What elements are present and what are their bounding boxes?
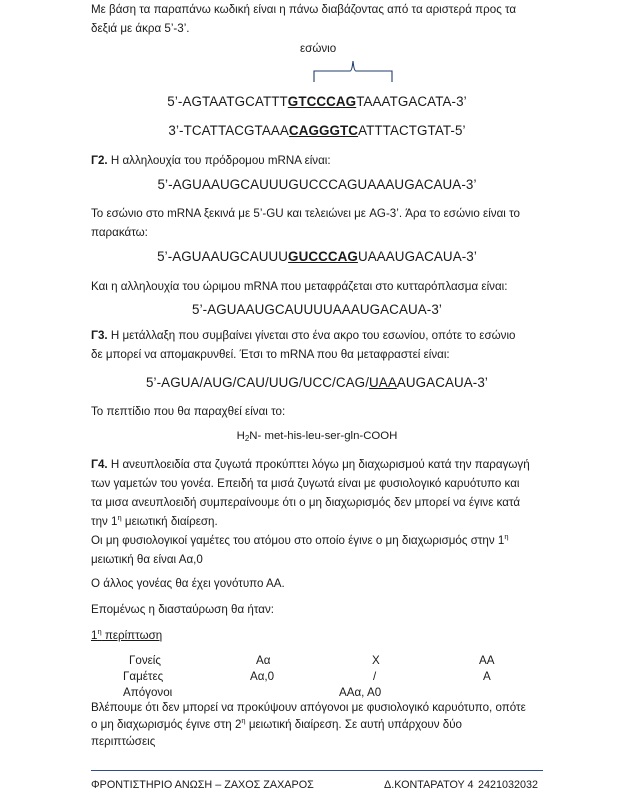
conclusion-line-3: περιπτώσεις [91,735,156,748]
parent-1-genotype: Αα [256,654,271,667]
pre-mrna-sequence: 5’-AGUAAUGCAUUUGUCCCAGUAAAUGACAUA-3’ [157,177,477,192]
gametes-label: Γαμέτες [123,670,164,683]
dna-top-pre: 5’-AGTAATGCATTT [167,94,288,109]
g4-line-4a: την 1 [91,515,118,528]
g4-line-2: των γαμετών του γονέα. Επειδή τα μισά ζυγωτά είναι με φυσιολογικό καρυότυπο και [91,477,520,490]
g3-label: Γ3. [91,329,108,342]
mrna-exon: GUCCCAG [288,249,358,264]
g4-line-4-sup: η [117,513,122,522]
peptide-sub: 2 [244,434,250,443]
mrna-pre: 5’-AGUAAUGCAUUU [157,249,289,264]
exon-mrna-sequence [0,249,634,264]
footer-address: Δ.ΚΟΝΤΑΡΑΤΟΥ 4 [384,779,474,791]
g4-paragraph-2 [91,531,543,569]
mutated-pre: 5’-AGUA/AUG/CAU/UUG/UCC/CAG/ [145,375,370,390]
mrna-post: UAAAUGACAUA-3’ [357,249,477,264]
offspring-label: Απόγονοι [123,686,173,699]
dna-top-exon: GTCCCAG [287,94,357,109]
dna-bottom-exon: CAGGGTC [288,123,359,138]
peptide-formula [0,430,634,442]
conclusion-line-2a: ο μη διαχωρισμός έγινε στη 2 [91,718,242,731]
conclusion-paragraph [91,699,543,750]
dna-top-post: TAAATGACATA-3’ [356,94,467,109]
case-heading [91,626,543,645]
g2-para1-line-1: Το εσώνιο στο mRNA ξεκινά με 5’-GU και τελειώνει με AG-3’. Άρα το εσώνιο είναι το [91,207,520,220]
peptide-chain: N- met-his-leu-ser-gln-COOH [249,430,398,442]
intro-line-2: δεξιά με άκρα 5’-3’. [91,22,190,35]
g2-paragraph-2: Και η αλληλουχία του ώριμου mRNA που μεταφράζεται στο κυτταρόπλασμα είναι: [91,280,508,293]
footer-school: ΦΡΟΝΤΙΣΤΗΡΙΟ ΑΝΩΣΗ – ΖΑΧΟΣ ΖΑΧΑΡΟΣ [91,779,314,791]
g3-paragraph [91,326,543,364]
g4-paragraph-3: Ο άλλος γονέας θα έχει γονότυπο ΑΑ. [91,577,285,590]
peptide-h: H [236,430,245,442]
exon-brace [312,58,394,84]
g4-p2-line-1: Οι μη φυσιολογικοί γαμέτες του ατόμου στο οποίο έγινε ο μη διαχωρισμός στην 1 [91,534,505,547]
g2-label: Γ2. [91,154,108,167]
footer-rule [91,770,543,771]
intro-paragraph [91,0,543,38]
cross-symbol: Χ [372,654,380,667]
g4-label: Γ4. [91,458,108,471]
case-sup: η [97,627,102,636]
exon-label: εσώνιο [300,42,337,55]
g3-line-1: Η μετάλλαξη που συμβαίνει γίνεται στο ένα ακρο του εσωνίου, οπότε το εσώνιο [107,329,516,342]
g4-line-4b: μειωτική διαίρεση. [121,515,218,528]
g4-p2-sup: η [504,532,509,541]
case-word: περίπτωση [101,629,163,642]
g2-heading [91,151,543,170]
mutated-mrna-sequence [0,375,634,390]
g4-paragraph-4: Επομένως η διασταύρωση θα ήταν: [91,603,274,616]
g4-paragraph-1 [91,455,543,531]
intro-line-1: Με βάση τα παραπάνω κωδική είναι η πάνω διαβάζοντας από τα αριστερά προς τα [91,3,517,16]
parents-label: Γονείς [129,654,161,667]
dna-bottom-pre: 3’-TCATTACGTAAA [168,123,289,138]
conclusion-line-1: Βλέπουμε ότι δεν μπορεί να προκύψουν απόγονοι με φυσιολογικό καρυότυπο, οπότε [91,701,526,714]
footer-phone: 2421032032 [478,779,539,791]
case-number: 1 [91,629,98,642]
g4-p2-line-2: μειωτική θα είναι Αα,0 [91,553,203,566]
g2-paragraph-1 [91,204,543,242]
g4-line-3: τα μισα ανευπλοειδή συμπεραίνουμε ότι ο μη διαχωρισμός δεν μπορεί να έγινε κατά [91,496,521,509]
parent-2-gametes: Α [483,670,491,683]
g3-line-2: δε μπορεί να απομακρυνθεί. Έτσι το mRNA που θα μεταφραστεί είναι: [91,348,450,361]
g4-line-1: Η ανευπλοειδία στα ζυγωτά προκύπτει λόγω μη διαχωρισμού κατά την παραγωγή [107,458,530,471]
dna-template-strand [0,123,634,138]
dna-coding-strand [0,94,634,109]
gametes-separator: / [373,670,377,683]
parent-1-gametes: Αα,0 [250,670,275,683]
g2-para1-line-2: παρακάτω: [91,226,148,239]
dna-bottom-post: ATTTACTGTAT-5’ [358,123,466,138]
mutated-post: AUGACAUA-3’ [396,375,488,390]
peptide-intro: Το πεπτίδιο που θα παραχθεί είναι το: [91,405,286,418]
stop-codon: UAA [369,375,397,390]
conclusion-sup: η [241,716,246,725]
g2-text: Η αλληλουχία του πρόδρομου mRNA είναι: [107,154,331,167]
parent-2-genotype: ΑΑ [479,654,495,667]
mature-mrna-sequence: 5’-AGUAAUGCAUUUUAAAUGACAUA-3’ [192,302,442,317]
offspring-genotypes: ΑΑα, Α0 [339,686,382,699]
conclusion-line-2b: μειωτική διαίρεση. Σε αυτή υπάρχουν δύο [245,718,463,731]
